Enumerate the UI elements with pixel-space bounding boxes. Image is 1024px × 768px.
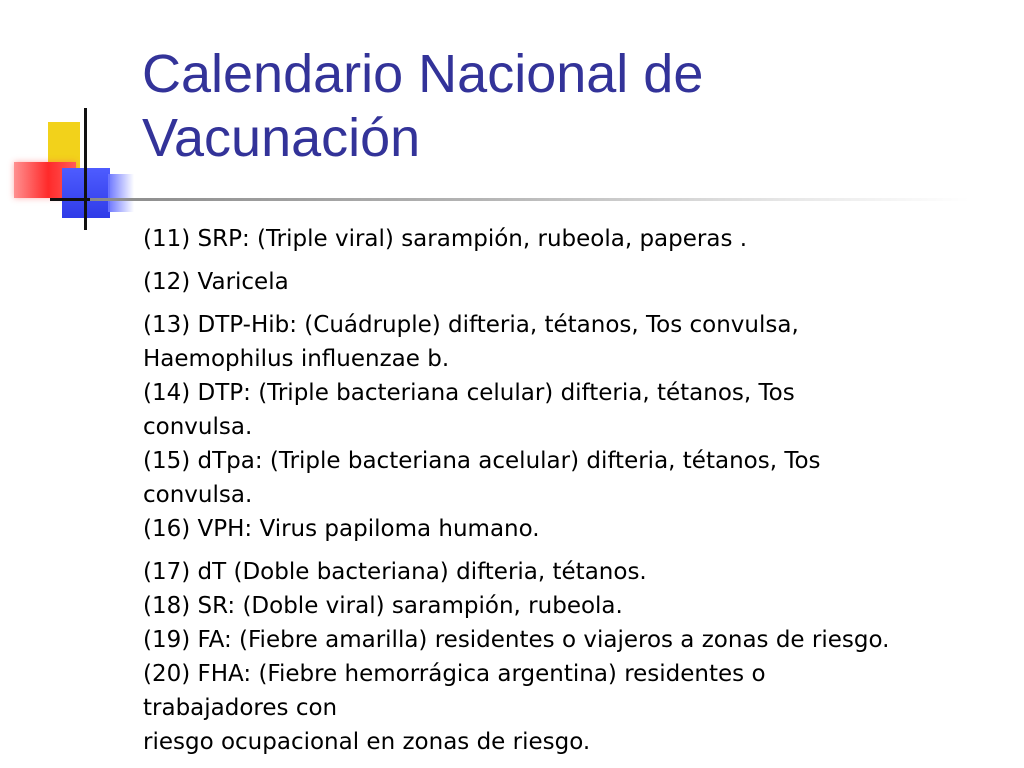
vertical-line (84, 108, 87, 230)
title-divider (90, 198, 970, 201)
title-line-1: Calendario Nacional de (142, 44, 704, 104)
paragraph-srp (143, 222, 1003, 256)
text-line: (13) DTP-Hib: (Cuádruple) difteria, tétanos, Tos convulsa, (143, 312, 799, 338)
text-line: (11) SRP: (Triple viral) sarampión, rubeola, paperas . (143, 226, 748, 252)
text-line: convulsa. (143, 482, 253, 508)
text-line: (17) dT (Doble bacteriana) difteria, tétanos. (143, 559, 647, 585)
paragraph-varicela (143, 265, 1003, 299)
text-line: (12) Varicela (143, 269, 289, 295)
text-line: riesgo ocupacional en zonas de riesgo. (143, 729, 591, 755)
text-line: trabajadores con (143, 695, 338, 721)
text-line: (16) VPH: Virus papiloma humano. (143, 516, 540, 542)
text-line: (20) FHA: (Fiebre hemorrágica argentina) residentes o (143, 661, 766, 687)
text-line: (18) SR: (Doble viral) sarampión, rubeola. (143, 593, 623, 619)
blue-square-fade (108, 174, 134, 212)
paragraph-dt-group (143, 555, 1003, 759)
paragraph-dtp-group (143, 308, 1003, 546)
text-line: (15) dTpa: (Triple bacteriana acelular) difteria, tétanos, Tos (143, 448, 821, 474)
text-line: (19) FA: (Fiebre amarilla) residentes o viajeros a zonas de riesgo. (143, 627, 890, 653)
title-line-2: Vacunación (142, 108, 421, 168)
text-line: Haemophilus influenzae b. (143, 346, 450, 372)
decorative-logo (0, 0, 150, 240)
vaccine-list (143, 222, 1003, 768)
page-title (142, 42, 962, 170)
text-line: (14) DTP: (Triple bacteriana celular) difteria, tétanos, Tos (143, 380, 795, 406)
text-line: convulsa. (143, 414, 253, 440)
